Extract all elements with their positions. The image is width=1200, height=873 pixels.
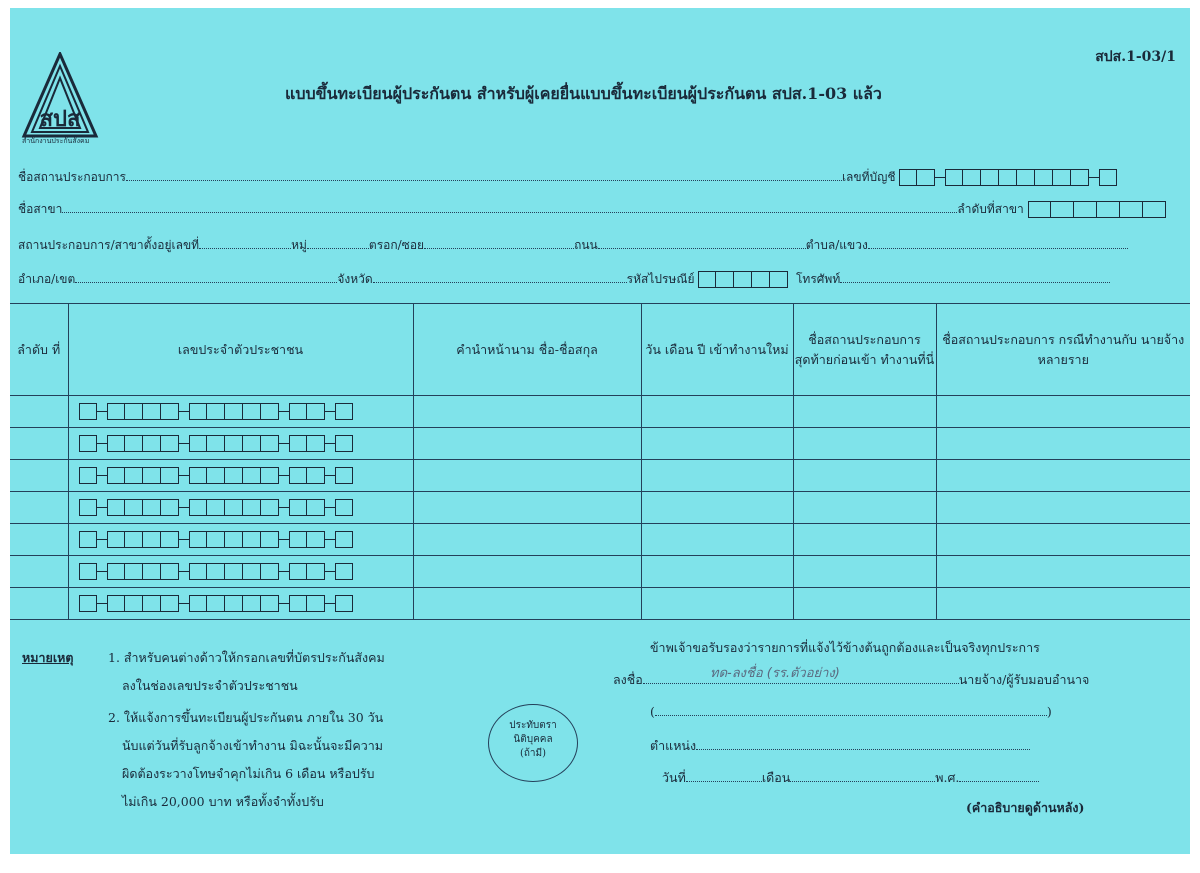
col-name-header: คำนำหน้านาม ชื่อ-ชื่อสกุล [413, 304, 641, 396]
form-code: สปส.1-03/1 [1095, 49, 1176, 65]
position-field[interactable] [696, 739, 1030, 750]
road-label: ถนน [574, 238, 598, 252]
phone-field[interactable] [840, 272, 1110, 283]
id-digit-group [79, 531, 97, 548]
prev-employer-cell[interactable] [793, 524, 936, 556]
remarks-label: หมายเหตุ [22, 650, 74, 665]
id-digit-group [289, 531, 325, 548]
district-field[interactable] [75, 272, 337, 283]
col-start-date-header: วัน เดือน ปี เข้าทำงานใหม่ [641, 304, 793, 396]
id-cell[interactable] [68, 460, 413, 492]
company-seal-circle [488, 704, 578, 782]
id-digit-group [107, 435, 179, 452]
branch-seq-label: ลำดับที่สาขา [957, 202, 1024, 216]
sign-role: นายจ้าง/ผู้รับมอบอำนาจ [958, 672, 1090, 687]
signature-line [613, 670, 1089, 690]
id-digit-group [189, 595, 279, 612]
printed-name-field[interactable] [655, 705, 1047, 716]
id-digit-group [189, 563, 279, 580]
logo-text: สปส [39, 107, 81, 132]
branch-name-field[interactable] [62, 202, 957, 213]
id-digit-group [289, 499, 325, 516]
multi-employer-cell[interactable] [936, 396, 1190, 428]
insured-table [10, 303, 1190, 620]
position-line [650, 736, 1030, 756]
subdistrict-field[interactable] [868, 238, 1128, 249]
seq-cell[interactable] [10, 460, 68, 492]
id-cell[interactable] [68, 524, 413, 556]
seq-cell[interactable] [10, 588, 68, 620]
prev-employer-cell[interactable] [793, 556, 936, 588]
id-digit-group [107, 563, 179, 580]
branch-name-label: ชื่อสาขา [18, 202, 63, 216]
id-cell[interactable] [68, 492, 413, 524]
id-digit-group [289, 467, 325, 484]
establishment-name-label: ชื่อสถานประกอบการ [18, 170, 126, 184]
table-row [10, 556, 1190, 588]
id-digit-group [79, 595, 97, 612]
col-prev-employer-header: ชื่อสถานประกอบการ สุดท้ายก่อนเข้า ทำงานที่นี่ [793, 304, 936, 396]
prev-employer-cell[interactable] [793, 588, 936, 620]
id-digit-group [107, 403, 179, 420]
id-digit-group [107, 499, 179, 516]
name-cell[interactable] [413, 396, 641, 428]
multi-employer-cell[interactable] [936, 428, 1190, 460]
moo-label: หมู่ [291, 238, 307, 252]
id-digit-group [189, 403, 279, 420]
id-digit-group [335, 435, 353, 452]
multi-employer-cell[interactable] [936, 556, 1190, 588]
road-field[interactable] [598, 238, 806, 249]
form-title: แบบขึ้นทะเบียนผู้ประกันตน สำหรับผู้เคยยื่นแบบขึ้นทะเบียนผู้ประกันตน สปส.1-03 แล้ว [285, 84, 882, 103]
start-date-cell[interactable] [641, 396, 793, 428]
seq-cell[interactable] [10, 428, 68, 460]
remark-item-2-line-2: นับแต่วันที่รับลูกจ้างเข้าทำงาน มิฉะนั้นจะมีความ [122, 738, 383, 753]
branch-seq-boxes[interactable] [1028, 201, 1166, 218]
account-no-label: เลขที่บัญชี [841, 170, 896, 184]
id-digit-group [289, 435, 325, 452]
seq-cell[interactable] [10, 524, 68, 556]
id-digit-group [289, 403, 325, 420]
month-field[interactable] [790, 771, 935, 782]
id-digit-group [189, 435, 279, 452]
multi-employer-cell[interactable] [936, 588, 1190, 620]
month-label: เดือน [761, 770, 791, 785]
name-cell[interactable] [413, 492, 641, 524]
year-label: พ.ศ. [935, 770, 960, 785]
postcode-label: รหัสไปรษณีย์ [626, 272, 695, 286]
seq-cell[interactable] [10, 492, 68, 524]
id-cell[interactable] [68, 556, 413, 588]
district-label: อำเภอ/เขต [18, 272, 76, 286]
id-digit-group [335, 563, 353, 580]
id-digit-group [335, 499, 353, 516]
form-sheet [10, 8, 1190, 854]
col-multi-employer-header: ชื่อสถานประกอบการ กรณีทำงานกับ นายจ้างหลายราย [936, 304, 1190, 396]
year-field[interactable] [959, 771, 1039, 782]
id-digit-group [79, 435, 97, 452]
province-label: จังหวัด [337, 272, 373, 286]
id-digit-group [335, 467, 353, 484]
subdistrict-label: ตำบล/แขวง [805, 238, 868, 252]
establishment-name-field[interactable] [126, 170, 842, 181]
id-cell[interactable] [68, 588, 413, 620]
table-row [10, 396, 1190, 428]
multi-employer-cell[interactable] [936, 524, 1190, 556]
prev-employer-cell[interactable] [793, 396, 936, 428]
printed-name-line: ( ) [650, 704, 1052, 719]
prev-employer-cell[interactable] [793, 492, 936, 524]
remark-item-1-line-1: 1. สำหรับคนต่างด้าวให้กรอกเลขที่บัตรประกันสังคม [108, 650, 385, 665]
id-digit-group [189, 499, 279, 516]
phone-label: โทรศัพท์ [795, 272, 841, 286]
start-date-cell[interactable] [641, 588, 793, 620]
soi-label: ตรอก/ซอย [368, 238, 425, 252]
multi-employer-cell[interactable] [936, 460, 1190, 492]
address-no-field[interactable] [199, 238, 291, 249]
start-date-cell[interactable] [641, 492, 793, 524]
id-digit-group [107, 467, 179, 484]
id-digit-group [289, 595, 325, 612]
province-field[interactable] [373, 272, 627, 283]
seal-line-1: ประทับตรา [509, 720, 557, 731]
prev-employer-cell[interactable] [793, 428, 936, 460]
remark-item-1-line-2: ลงในช่องเลขประจำตัวประชาชน [122, 678, 298, 693]
address-no-label: สถานประกอบการ/สาขาตั้งอยู่เลขที่ [18, 238, 200, 252]
logo-caption: สำนักงานประกันสังคม [22, 137, 90, 145]
postcode-boxes[interactable] [698, 271, 788, 288]
table-row [10, 524, 1190, 556]
branch-line [18, 200, 1166, 219]
back-page-note: (คำอธิบายดูด้านหลัง) [966, 800, 1085, 815]
seq-cell[interactable] [10, 396, 68, 428]
date-label: วันที่ [662, 770, 686, 785]
date-line [662, 768, 1039, 788]
name-cell[interactable] [413, 460, 641, 492]
col-seq-header: ลำดับ ที่ [10, 304, 68, 396]
table-row [10, 588, 1190, 620]
remark-item-2-line-3: ผิดต้องระวางโทษจำคุกไม่เกิน 6 เดือน หรือปรับ [122, 766, 375, 781]
name-cell[interactable] [413, 524, 641, 556]
seq-cell[interactable] [10, 556, 68, 588]
id-digit-group [335, 403, 353, 420]
table-row [10, 460, 1190, 492]
sign-label: ลงชื่อ [613, 672, 643, 687]
name-cell[interactable] [413, 556, 641, 588]
prev-employer-cell[interactable] [793, 460, 936, 492]
id-digit-group [79, 403, 97, 420]
id-digit-group [107, 531, 179, 548]
address-line [18, 236, 1128, 255]
seal-line-2: นิติบุคคล [513, 734, 553, 745]
start-date-cell[interactable] [641, 428, 793, 460]
id-digit-group [79, 563, 97, 580]
id-digit-group [189, 531, 279, 548]
day-field[interactable] [686, 771, 762, 782]
start-date-cell[interactable] [641, 556, 793, 588]
id-digit-group [335, 595, 353, 612]
seal-line-3: (ถ้ามี) [519, 748, 547, 759]
col-id-header: เลขประจำตัวประชาชน [68, 304, 413, 396]
name-cell[interactable] [413, 588, 641, 620]
id-digit-group [79, 499, 97, 516]
multi-employer-cell[interactable] [936, 492, 1190, 524]
moo-field[interactable] [307, 238, 369, 249]
table-row [10, 428, 1190, 460]
id-cell[interactable] [68, 428, 413, 460]
certification-statement: ข้าพเจ้าขอรับรองว่ารายการที่แจ้งไว้ข้างต้นถูกต้องและเป็นจริงทุกประการ [650, 640, 1040, 655]
soi-field[interactable] [424, 238, 574, 249]
district-line [18, 270, 1110, 289]
remark-item-2-line-1: 2. ให้แจ้งการขึ้นทะเบียนผู้ประกันตน ภายใน 30 วัน [108, 710, 384, 725]
id-digit-group [335, 531, 353, 548]
table-row [10, 492, 1190, 524]
handwritten-signature: ทด-ลงชื่อ (รร.ตัวอย่าง) [710, 666, 840, 681]
id-digit-group [107, 595, 179, 612]
position-label: ตำแหน่ง [650, 738, 697, 753]
start-date-cell[interactable] [641, 524, 793, 556]
id-digit-group [289, 563, 325, 580]
name-cell[interactable] [413, 428, 641, 460]
id-digit-group [79, 467, 97, 484]
id-cell[interactable] [68, 396, 413, 428]
start-date-cell[interactable] [641, 460, 793, 492]
id-digit-group [189, 467, 279, 484]
establishment-line [18, 168, 1117, 187]
account-no-boxes[interactable] [899, 169, 935, 186]
remark-item-2-line-4: ไม่เกิน 20,000 บาท หรือทั้งจำทั้งปรับ [122, 794, 324, 809]
